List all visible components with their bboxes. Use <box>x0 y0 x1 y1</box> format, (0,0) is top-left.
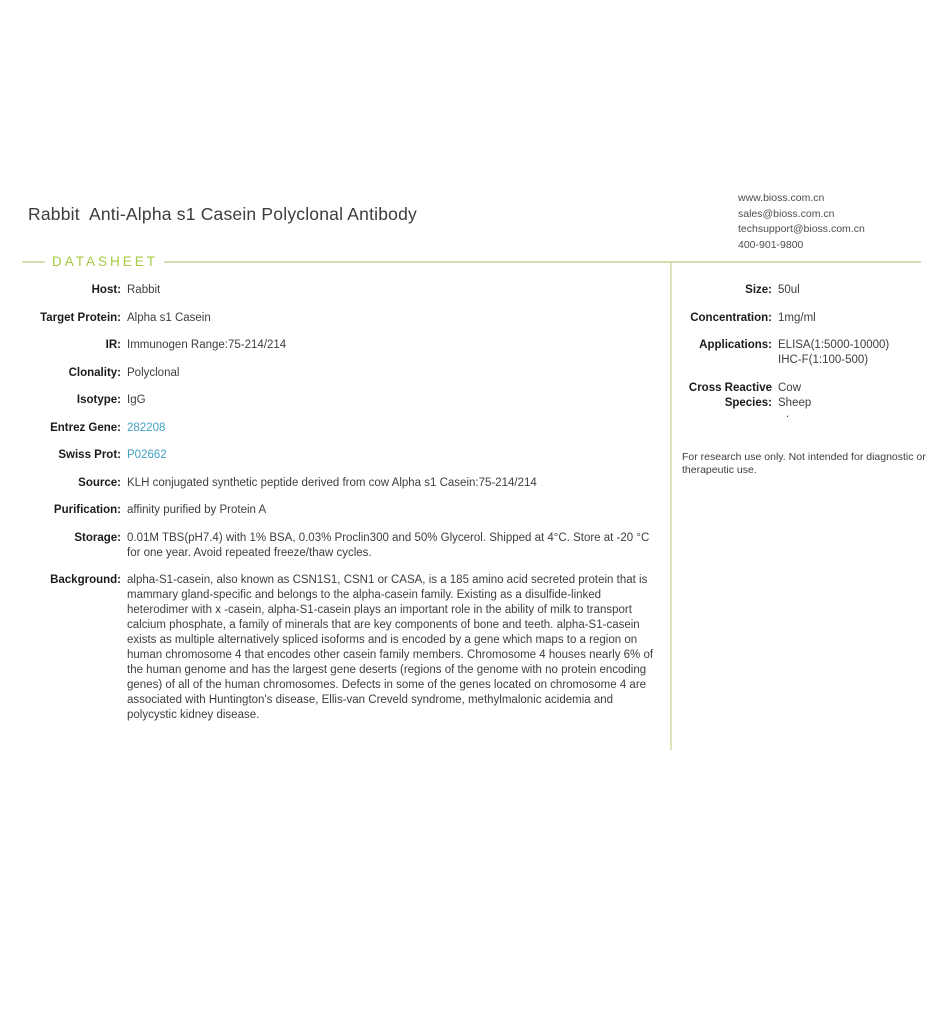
field-host <box>22 283 662 298</box>
field-label: Swiss Prot: <box>58 449 121 461</box>
field-label: Applications: <box>699 339 772 351</box>
field-cross-reactive-species <box>678 381 935 411</box>
field-label: Storage: <box>74 531 121 544</box>
field-purification <box>22 503 662 518</box>
section-heading: DATASHEET <box>52 254 159 269</box>
field-size <box>678 283 935 298</box>
field-concentration <box>678 311 935 326</box>
field-label: Size: <box>745 284 772 296</box>
field-swiss-prot <box>22 448 662 463</box>
field-value: 0.01M TBS(pH7.4) with 1% BSA, 0.03% Proclin300 and 50% Glycerol. Shipped at 4°C. Store at -20 °C for one year. Avoid repeated freeze/thaw cycles. <box>127 531 650 559</box>
entrez-gene-link[interactable]: 282208 <box>127 421 166 434</box>
field-label: Host: <box>91 284 121 296</box>
field-background <box>22 573 662 723</box>
field-value: KLH conjugated synthetic peptide derived from cow Alpha s1 Casein:75-214/214 <box>127 476 537 489</box>
contact-sales-email: sales@bioss.com.cn <box>738 207 835 220</box>
field-value: 1mg/ml <box>778 311 816 324</box>
cross-reactive-sheep: Sheep <box>778 396 812 409</box>
field-label: Source: <box>78 476 121 489</box>
field-value: Rabbit <box>127 284 161 296</box>
field-value: Immunogen Range:75-214/214 <box>127 339 287 351</box>
contact-phone: 400-901-9800 <box>738 238 804 251</box>
application-ihc-f: IHC-F(1:100-500) <box>778 354 869 366</box>
field-ir <box>22 338 662 353</box>
stray-period: . <box>786 408 790 420</box>
field-value: Alpha s1 Casein <box>127 311 211 324</box>
field-label: Purification: <box>53 504 121 516</box>
field-label: Cross Reactive Species: <box>688 381 772 409</box>
field-value: affinity purified by Protein A <box>127 504 267 516</box>
field-label: Clonality: <box>68 366 121 379</box>
field-target-protein <box>22 311 662 326</box>
field-storage <box>22 531 662 561</box>
application-elisa: ELISA(1:5000-10000) <box>778 339 890 351</box>
field-value: 50ul <box>778 284 800 296</box>
datasheet-heading-band <box>22 254 921 269</box>
field-value <box>778 381 935 411</box>
research-use-disclaimer: For research use only. Not intended for diagnostic or therapeutic use. <box>682 451 926 476</box>
field-entrez-gene <box>22 421 662 436</box>
contact-website: www.bioss.com.cn <box>738 192 825 204</box>
contact-info <box>738 191 865 253</box>
swiss-prot-link[interactable]: P02662 <box>127 449 167 461</box>
right-column <box>678 283 935 423</box>
product-title: Rabbit Anti-Alpha s1 Casein Polyclonal Antibody <box>28 204 417 224</box>
field-isotype <box>22 393 662 408</box>
cross-reactive-cow: Cow <box>778 381 802 394</box>
field-source <box>22 476 662 491</box>
field-clonality <box>22 366 662 381</box>
field-label: Concentration: <box>690 311 772 324</box>
field-value: alpha-S1-casein, also known as CSN1S1, CSN1 or CASA, is a 185 amino acid secreted protein that is mammary gland-specific and belongs to the alpha-casein family. Existing as a disulfide-linked heterodimer with x -casein, alpha-S1-casein plays an important role in the ability of milk to transport calcium phosphate, a family of minerals that are key components of bone and teeth. alpha-S1-casein exists as multiple alternatively spliced isoforms and is encoded by a gene which maps to a region on human chromosome 4 that encodes other casein family members. Chromosome 4 houses nearly 6% of the human genome and has the largest gene deserts (regions of the genome with no protein encoding genes) of all of the human chromosomes. Defects in some of the genes located on chromosome 4 are associated with Huntington's disease, Ellis-van Creveld syndrome, methylmalonic acidemia and polycystic kidney disease. <box>127 574 654 721</box>
field-value: Polyclonal <box>127 366 180 379</box>
field-applications <box>678 338 935 368</box>
field-label: Isotype: <box>76 394 121 406</box>
field-label: IR: <box>105 339 121 351</box>
contact-support-email: techsupport@bioss.com.cn <box>738 223 865 235</box>
left-column <box>22 283 662 736</box>
heading-left-rule <box>22 261 45 263</box>
field-label: Target Protein: <box>40 311 121 324</box>
field-label: Background: <box>50 574 121 586</box>
heading-right-rule <box>164 261 921 263</box>
column-divider <box>670 263 672 750</box>
field-label: Entrez Gene: <box>50 421 121 434</box>
field-value: IgG <box>127 394 146 406</box>
field-value <box>778 338 935 368</box>
